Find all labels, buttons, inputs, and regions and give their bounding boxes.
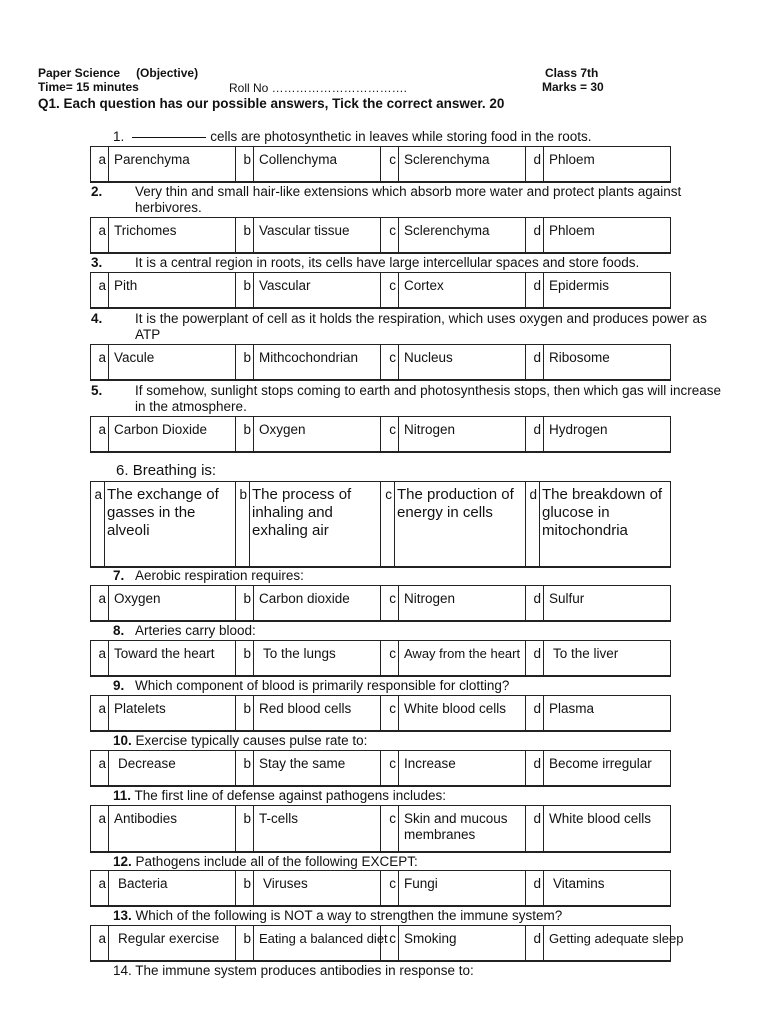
question-text: Very thin and small hair-like extensions which absorb more water and protect plants against herbivores. bbox=[135, 184, 682, 215]
option-text: Toward the heart bbox=[114, 646, 215, 661]
option-text: The production of energy in cells bbox=[397, 486, 514, 521]
option-letter: d bbox=[526, 641, 544, 675]
question-text: It is the powerplant of cell as it holds the respiration, which uses oxygen and produces power as ATP bbox=[135, 311, 707, 342]
options-q4 bbox=[90, 344, 671, 381]
option-letter: a bbox=[91, 926, 109, 960]
option-a[interactable] bbox=[91, 926, 236, 960]
option-letter: c bbox=[381, 586, 399, 620]
option-a[interactable] bbox=[91, 751, 236, 785]
option-b[interactable] bbox=[236, 417, 381, 451]
option-letter: b bbox=[236, 751, 254, 785]
option-text: Smoking bbox=[404, 931, 457, 946]
option-b[interactable] bbox=[236, 751, 381, 785]
question-13 bbox=[113, 908, 713, 924]
option-text: The breakdown of glucose in mitochondria bbox=[542, 486, 663, 539]
option-c[interactable] bbox=[381, 482, 526, 566]
options-q8 bbox=[90, 640, 671, 677]
class-label: Class 7th bbox=[545, 66, 599, 80]
option-c[interactable] bbox=[381, 926, 526, 960]
answer-blank bbox=[132, 137, 206, 138]
question-number: 5. bbox=[91, 383, 103, 398]
option-text: Phloem bbox=[549, 152, 595, 167]
question-text: The first line of defense against pathogens includes: bbox=[134, 788, 446, 803]
option-a[interactable] bbox=[91, 482, 236, 566]
option-text: Fungi bbox=[404, 876, 438, 891]
option-d[interactable] bbox=[526, 871, 670, 905]
option-letter: c bbox=[381, 751, 399, 785]
option-text: Vitamins bbox=[553, 876, 605, 891]
option-c[interactable] bbox=[381, 345, 526, 379]
option-letter: a bbox=[91, 147, 109, 181]
question-number: 1. bbox=[113, 129, 125, 144]
option-text: Skin and mucous membranes bbox=[404, 811, 508, 842]
option-letter: d bbox=[526, 218, 544, 252]
options-q7 bbox=[90, 585, 671, 622]
option-c[interactable] bbox=[381, 641, 526, 675]
option-text: Viruses bbox=[263, 876, 308, 891]
option-letter: b bbox=[236, 417, 254, 451]
option-text: Oxygen bbox=[259, 422, 306, 437]
option-letter: c bbox=[381, 871, 399, 905]
option-d[interactable] bbox=[526, 345, 670, 379]
option-letter: a bbox=[91, 218, 109, 252]
question-text: Aerobic respiration requires: bbox=[135, 568, 304, 583]
option-text: Oxygen bbox=[114, 591, 161, 606]
option-d[interactable] bbox=[526, 806, 670, 851]
question-text: The immune system produces antibodies in response to: bbox=[135, 963, 474, 978]
option-text: Away from the heart bbox=[404, 646, 521, 661]
option-d[interactable] bbox=[526, 696, 670, 730]
options-q5 bbox=[90, 416, 671, 453]
option-text: Plasma bbox=[549, 701, 595, 716]
option-text: Trichomes bbox=[114, 223, 177, 238]
option-b[interactable] bbox=[236, 147, 381, 181]
option-text: Become irregular bbox=[549, 756, 652, 771]
option-a[interactable] bbox=[91, 147, 236, 181]
option-text: Vacule bbox=[114, 350, 155, 365]
option-letter: b bbox=[236, 806, 254, 851]
question-10 bbox=[113, 733, 713, 749]
option-d[interactable] bbox=[526, 482, 670, 566]
question-number: 9. bbox=[113, 678, 125, 693]
option-letter: a bbox=[91, 586, 109, 620]
option-letter: c bbox=[381, 218, 399, 252]
option-b[interactable] bbox=[236, 871, 381, 905]
option-text: Carbon Dioxide bbox=[114, 422, 208, 437]
option-text: Eating a balanced diet bbox=[259, 931, 388, 946]
option-a[interactable] bbox=[91, 806, 236, 851]
option-letter: a bbox=[91, 417, 109, 451]
option-letter: a bbox=[91, 806, 109, 851]
option-letter: c bbox=[381, 147, 399, 181]
option-a[interactable] bbox=[91, 641, 236, 675]
option-letter: b bbox=[236, 871, 254, 905]
option-text: White blood cells bbox=[549, 811, 652, 826]
question-number: 2. bbox=[91, 184, 103, 199]
options-q9 bbox=[90, 695, 671, 732]
option-letter: c bbox=[381, 806, 399, 851]
question-number: 14. bbox=[113, 963, 132, 978]
options-q12 bbox=[90, 870, 671, 907]
option-text: Red blood cells bbox=[259, 701, 352, 716]
question-text: Which of the following is NOT a way to strengthen the immune system? bbox=[135, 908, 563, 923]
question-2 bbox=[91, 184, 735, 216]
question-text: cells are photosynthetic in leaves while storing food in the roots. bbox=[210, 129, 592, 144]
option-text: Vascular tissue bbox=[259, 223, 350, 238]
option-text: White blood cells bbox=[404, 701, 507, 716]
option-letter: a bbox=[91, 273, 109, 307]
question-text: Breathing is: bbox=[132, 462, 217, 479]
option-d[interactable] bbox=[526, 926, 684, 960]
time-label: Time= 15 minutes bbox=[38, 80, 139, 94]
option-c[interactable] bbox=[381, 218, 526, 252]
question-number: 3. bbox=[91, 255, 103, 270]
option-text: Pith bbox=[114, 278, 138, 293]
option-text: Regular exercise bbox=[118, 931, 220, 946]
option-letter: a bbox=[91, 641, 109, 675]
option-a[interactable] bbox=[91, 586, 236, 620]
option-text: Ribosome bbox=[549, 350, 610, 365]
option-text: The process of inhaling and exhaling air bbox=[252, 486, 352, 539]
option-text: Collenchyma bbox=[259, 152, 338, 167]
option-letter: b bbox=[236, 696, 254, 730]
question-6 bbox=[116, 462, 216, 479]
option-text: Increase bbox=[404, 756, 456, 771]
question-8 bbox=[113, 623, 713, 639]
options-q2 bbox=[90, 217, 671, 254]
option-text: The exchange of gasses in the alveoli bbox=[107, 486, 219, 539]
option-d[interactable] bbox=[526, 751, 670, 785]
option-letter: d bbox=[526, 696, 544, 730]
question-number: 11. bbox=[113, 788, 132, 803]
option-b[interactable] bbox=[236, 586, 381, 620]
question-text: Exercise typically causes pulse rate to: bbox=[135, 733, 368, 748]
option-a[interactable] bbox=[91, 218, 236, 252]
question-3 bbox=[91, 255, 735, 271]
option-letter: c bbox=[381, 482, 395, 566]
option-b[interactable] bbox=[236, 218, 381, 252]
marks-label: Marks = 30 bbox=[542, 80, 604, 94]
option-letter: a bbox=[91, 482, 105, 566]
option-text: Hydrogen bbox=[549, 422, 608, 437]
option-letter: b bbox=[236, 926, 254, 960]
question-9 bbox=[113, 678, 713, 694]
option-b[interactable] bbox=[236, 641, 381, 675]
option-letter: a bbox=[91, 871, 109, 905]
option-text: Cortex bbox=[404, 278, 444, 293]
paper-title bbox=[38, 66, 198, 80]
option-letter: d bbox=[526, 586, 544, 620]
option-letter: b bbox=[236, 586, 254, 620]
question-number: 6. bbox=[116, 462, 129, 479]
option-c[interactable] bbox=[381, 806, 526, 851]
question-7 bbox=[113, 568, 713, 584]
option-letter: c bbox=[381, 641, 399, 675]
option-letter: d bbox=[526, 417, 544, 451]
question-number: 13. bbox=[113, 908, 132, 923]
option-text: Sclerenchyma bbox=[404, 223, 490, 238]
question-text: Which component of blood is primarily responsible for clotting? bbox=[135, 678, 510, 693]
option-letter: c bbox=[381, 273, 399, 307]
question-12 bbox=[113, 854, 713, 870]
option-a[interactable] bbox=[91, 273, 236, 307]
question-text: Arteries carry blood: bbox=[135, 623, 256, 638]
option-text: T-cells bbox=[259, 811, 299, 826]
option-b[interactable] bbox=[236, 926, 388, 960]
option-text: Sclerenchyma bbox=[404, 152, 490, 167]
option-c[interactable] bbox=[381, 147, 526, 181]
option-letter: b bbox=[236, 345, 254, 379]
option-c[interactable] bbox=[381, 273, 526, 307]
option-text: Bacteria bbox=[118, 876, 168, 891]
option-text: Decrease bbox=[118, 756, 176, 771]
option-letter: a bbox=[91, 345, 109, 379]
option-d[interactable] bbox=[526, 273, 670, 307]
option-letter: b bbox=[236, 482, 250, 566]
options-q13 bbox=[90, 925, 684, 962]
option-text: To the lungs bbox=[263, 646, 336, 661]
option-letter: d bbox=[526, 482, 540, 566]
options-q6 bbox=[90, 481, 671, 568]
options-q1 bbox=[90, 146, 671, 183]
option-letter: b bbox=[236, 147, 254, 181]
option-text: Vascular bbox=[259, 278, 311, 293]
paper-type: (Objective) bbox=[136, 66, 199, 80]
option-letter: d bbox=[526, 871, 544, 905]
question-text: Pathogens include all of the following EXCEPT: bbox=[135, 854, 418, 869]
option-text: Nitrogen bbox=[404, 591, 456, 606]
option-letter: d bbox=[526, 345, 544, 379]
paper-subject: Paper Science bbox=[38, 66, 121, 80]
option-d[interactable] bbox=[526, 218, 670, 252]
options-q3 bbox=[90, 272, 671, 309]
option-b[interactable] bbox=[236, 345, 381, 379]
question-number: 8. bbox=[113, 623, 125, 638]
option-a[interactable] bbox=[91, 345, 236, 379]
question-text: If somehow, sunlight stops coming to earth and photosynthesis stops, then which gas will increase in the atmosphere. bbox=[135, 383, 722, 414]
option-c[interactable] bbox=[381, 696, 526, 730]
option-text: Epidermis bbox=[549, 278, 610, 293]
option-letter: d bbox=[526, 926, 544, 960]
option-b[interactable] bbox=[236, 273, 381, 307]
option-text: Mithcochondrian bbox=[259, 350, 359, 365]
option-letter: d bbox=[526, 751, 544, 785]
roll-no-field: Roll No ……………………………. bbox=[229, 81, 408, 95]
option-letter: c bbox=[381, 926, 399, 960]
option-text: Nitrogen bbox=[404, 422, 456, 437]
question-11 bbox=[113, 788, 713, 804]
option-letter: c bbox=[381, 696, 399, 730]
instruction-heading: Q1. Each question has our possible answers, Tick the correct answer. 20 bbox=[38, 96, 505, 111]
option-text: Carbon dioxide bbox=[259, 591, 350, 606]
option-letter: b bbox=[236, 641, 254, 675]
question-number: 4. bbox=[91, 311, 103, 326]
option-b[interactable] bbox=[236, 482, 381, 566]
options-q10 bbox=[90, 750, 671, 787]
question-text: It is a central region in roots, its cells have large intercellular spaces and store foods. bbox=[135, 255, 640, 270]
question-14 bbox=[113, 963, 713, 979]
option-text: Antibodies bbox=[114, 811, 178, 826]
option-text: Nucleus bbox=[404, 350, 453, 365]
option-text: To the liver bbox=[553, 646, 619, 661]
option-c[interactable] bbox=[381, 871, 526, 905]
option-letter: a bbox=[91, 751, 109, 785]
question-4 bbox=[91, 311, 735, 343]
option-text: Parenchyma bbox=[114, 152, 190, 167]
option-a[interactable] bbox=[91, 871, 236, 905]
option-text: Sulfur bbox=[549, 591, 585, 606]
options-q11 bbox=[90, 805, 671, 853]
option-d[interactable] bbox=[526, 147, 670, 181]
option-a[interactable] bbox=[91, 696, 236, 730]
question-number: 10. bbox=[113, 733, 132, 748]
option-a[interactable] bbox=[91, 417, 236, 451]
option-letter: d bbox=[526, 273, 544, 307]
option-letter: c bbox=[381, 417, 399, 451]
option-letter: b bbox=[236, 218, 254, 252]
option-c[interactable] bbox=[381, 751, 526, 785]
option-letter: c bbox=[381, 345, 399, 379]
option-text: Phloem bbox=[549, 223, 595, 238]
option-b[interactable] bbox=[236, 696, 381, 730]
option-letter: d bbox=[526, 806, 544, 851]
question-number: 7. bbox=[113, 568, 125, 583]
question-number: 12. bbox=[113, 854, 132, 869]
question-5 bbox=[91, 383, 735, 415]
option-letter: b bbox=[236, 273, 254, 307]
option-text: Getting adequate sleep bbox=[549, 931, 684, 946]
option-text: Platelets bbox=[114, 701, 166, 716]
option-d[interactable] bbox=[526, 586, 670, 620]
option-text: Stay the same bbox=[259, 756, 346, 771]
option-letter: a bbox=[91, 696, 109, 730]
question-1 bbox=[113, 129, 713, 145]
option-c[interactable] bbox=[381, 417, 526, 451]
option-d[interactable] bbox=[526, 641, 670, 675]
option-b[interactable] bbox=[236, 806, 381, 851]
option-letter: d bbox=[526, 147, 544, 181]
option-d[interactable] bbox=[526, 417, 670, 451]
option-c[interactable] bbox=[381, 586, 526, 620]
